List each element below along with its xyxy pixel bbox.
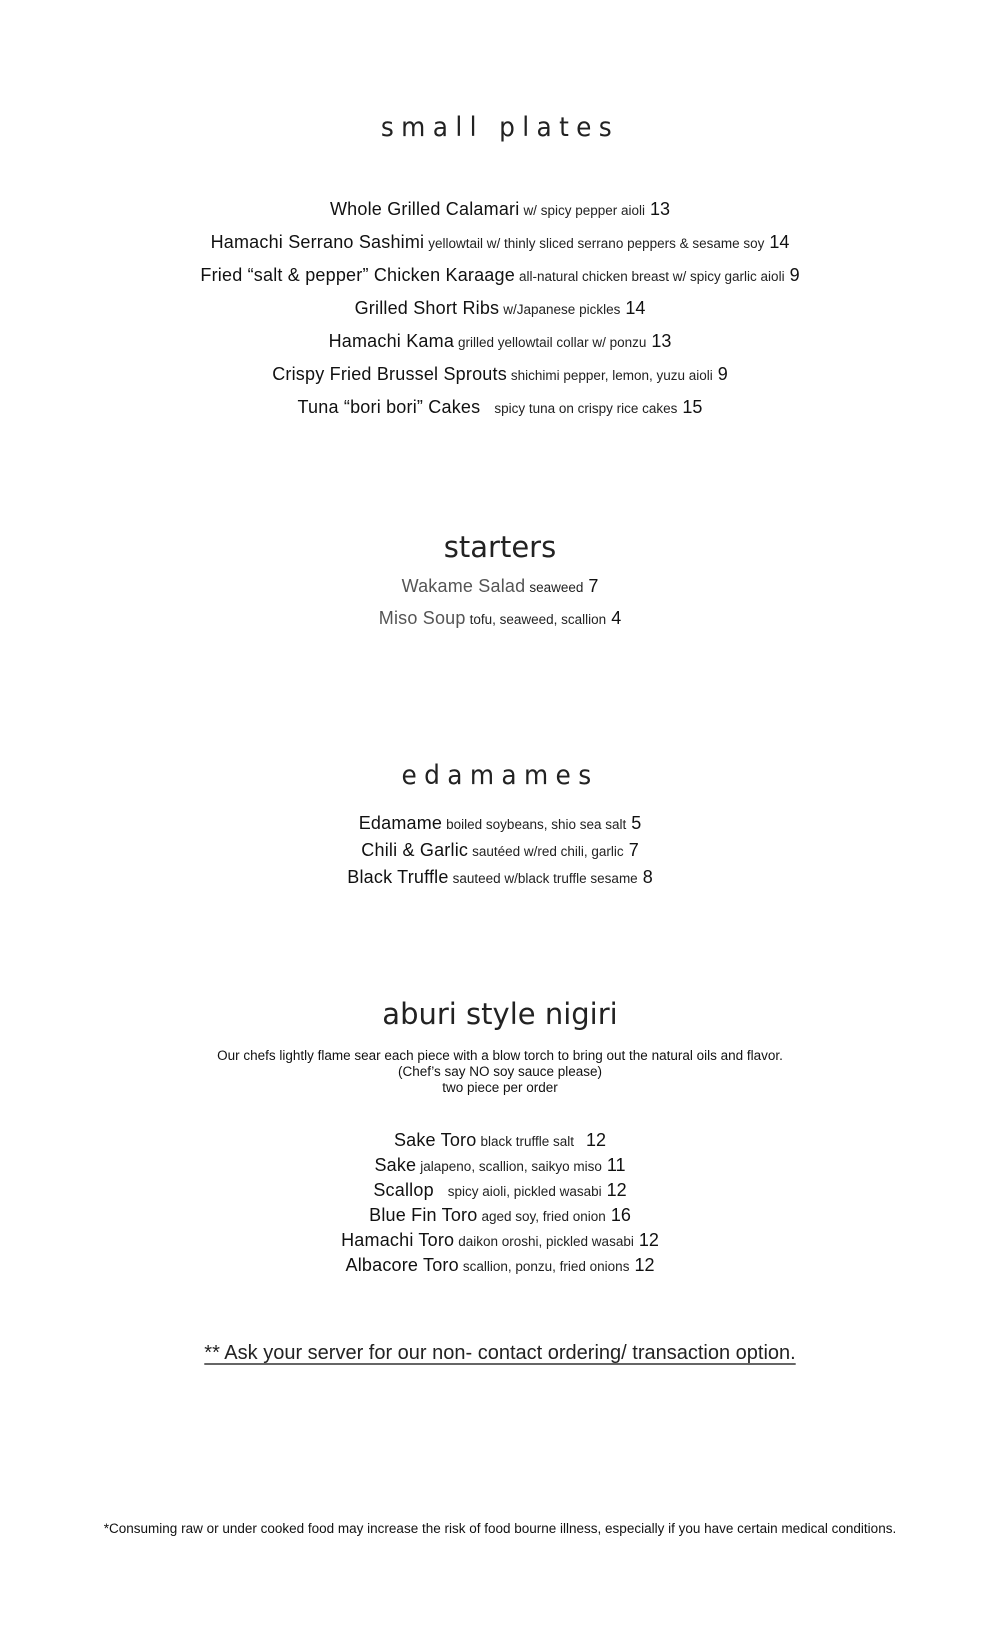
item-price: 15: [682, 397, 703, 417]
item-desc: spicy aioli, pickled wasabi: [447, 1184, 602, 1199]
disclaimer-text: *Consuming raw or under cooked food may increase the risk of food bourne illness, especially if you have certain medical conditions.: [103, 1521, 897, 1536]
menu-item: [0, 577, 1000, 596]
nigiri-section: [0, 997, 1000, 1031]
menu-item: [0, 1231, 1000, 1250]
nigiri-intro: [0, 1048, 1000, 1096]
food-safety-disclaimer: [0, 1520, 1000, 1538]
item-price: 9: [789, 265, 800, 285]
item-desc: jalapeno, scallion, saikyo miso: [420, 1159, 602, 1174]
item-desc: w/ spicy pepper aioli: [523, 203, 645, 218]
nigiri-list: [0, 1131, 1000, 1281]
item-name: Black Truffle: [347, 867, 449, 887]
item-name: Sake: [374, 1155, 417, 1175]
starters-list: [0, 577, 1000, 641]
item-desc: grilled yellowtail collar w/ ponzu: [458, 335, 647, 350]
item-desc: spicy tuna on crispy rice cakes: [494, 401, 678, 416]
item-price: 12: [586, 1130, 607, 1150]
item-desc: seaweed: [529, 580, 584, 595]
menu-item: [0, 1256, 1000, 1275]
small-plates-heading: small plates: [380, 112, 620, 143]
starters-section: [0, 530, 1000, 564]
item-desc: w/Japanese pickles: [503, 302, 621, 317]
item-desc: scallion, ponzu, fried onions: [462, 1259, 630, 1274]
item-name: Chili & Garlic: [361, 840, 469, 860]
edamames-list: [0, 814, 1000, 895]
menu-item: [0, 1156, 1000, 1175]
item-price: 13: [651, 331, 672, 351]
menu-item: [0, 1206, 1000, 1225]
item-price: 5: [631, 813, 642, 833]
ordering-notice-text: ** Ask your server for our non- contact ordering/ transaction option.: [204, 1342, 796, 1364]
menu-item: [0, 299, 1000, 318]
item-price: 7: [628, 840, 639, 860]
item-price: 12: [634, 1255, 655, 1275]
small-plates-list: [0, 200, 1000, 431]
item-price: 8: [642, 867, 653, 887]
ordering-notice: [0, 1342, 1000, 1365]
menu-item: [0, 1131, 1000, 1150]
item-name: Albacore Toro: [345, 1255, 459, 1275]
item-name: Hamachi Toro: [341, 1230, 455, 1250]
item-desc: aged soy, fried onion: [481, 1209, 606, 1224]
item-name: Miso Soup: [378, 608, 466, 628]
item-price: 11: [606, 1155, 626, 1175]
item-name: Sake Toro: [393, 1130, 477, 1150]
menu-item: [0, 814, 1000, 833]
item-price: 16: [610, 1205, 631, 1225]
item-name: Edamame: [358, 813, 443, 833]
nigiri-intro-line: (Chef’s say NO soy sauce please): [397, 1064, 603, 1079]
item-name: Hamachi Kama: [328, 331, 455, 351]
item-price: 7: [588, 576, 599, 596]
menu-item: [0, 841, 1000, 860]
item-desc: sautéed w/red chili, garlic: [472, 844, 624, 859]
item-name: Grilled Short Ribs: [354, 298, 500, 318]
item-name: Fried “salt & pepper” Chicken Karaage: [200, 265, 515, 285]
item-price: 14: [769, 232, 790, 252]
item-name: Wakame Salad: [401, 576, 526, 596]
nigiri-intro-line: Our chefs lightly flame sear each piece with a blow torch to bring out the natural oils and flavor.: [217, 1048, 783, 1063]
item-name: Tuna “bori bori” Cakes: [297, 397, 481, 417]
menu-item: [0, 609, 1000, 628]
item-desc: all-natural chicken breast w/ spicy garlic aioli: [518, 269, 785, 284]
item-desc: daikon oroshi, pickled wasabi: [458, 1234, 634, 1249]
item-name: Scallop: [373, 1180, 434, 1200]
item-desc: yellowtail w/ thinly sliced serrano peppers & sesame soy: [428, 236, 765, 251]
item-name: Whole Grilled Calamari: [329, 199, 520, 219]
item-desc: black truffle salt: [480, 1134, 575, 1149]
item-desc: tofu, seaweed, scallion: [469, 612, 607, 627]
item-desc: boiled soybeans, shio sea salt: [446, 817, 627, 832]
starters-heading: starters: [443, 530, 557, 564]
menu-item: [0, 266, 1000, 285]
item-desc: shichimi pepper, lemon, yuzu aioli: [510, 368, 713, 383]
item-name: Blue Fin Toro: [369, 1205, 478, 1225]
small-plates-section: [0, 112, 1000, 143]
nigiri-heading: aburi style nigiri: [382, 997, 618, 1031]
item-price: 12: [638, 1230, 659, 1250]
menu-item: [0, 868, 1000, 887]
menu-item: [0, 398, 1000, 417]
menu-item: [0, 200, 1000, 219]
menu-item: [0, 1181, 1000, 1200]
item-name: Crispy Fried Brussel Sprouts: [272, 364, 507, 384]
edamames-heading: edamames: [401, 760, 599, 791]
menu-item: [0, 365, 1000, 384]
item-price: 13: [650, 199, 671, 219]
menu-item: [0, 332, 1000, 351]
item-price: 4: [611, 608, 622, 628]
menu-item: [0, 233, 1000, 252]
item-name: Hamachi Serrano Sashimi: [210, 232, 425, 252]
item-price: 12: [606, 1180, 627, 1200]
item-price: 9: [717, 364, 728, 384]
nigiri-intro-line: two piece per order: [442, 1080, 558, 1095]
edamames-section: [0, 760, 1000, 791]
item-desc: sauteed w/black truffle sesame: [452, 871, 638, 886]
item-price: 14: [625, 298, 646, 318]
